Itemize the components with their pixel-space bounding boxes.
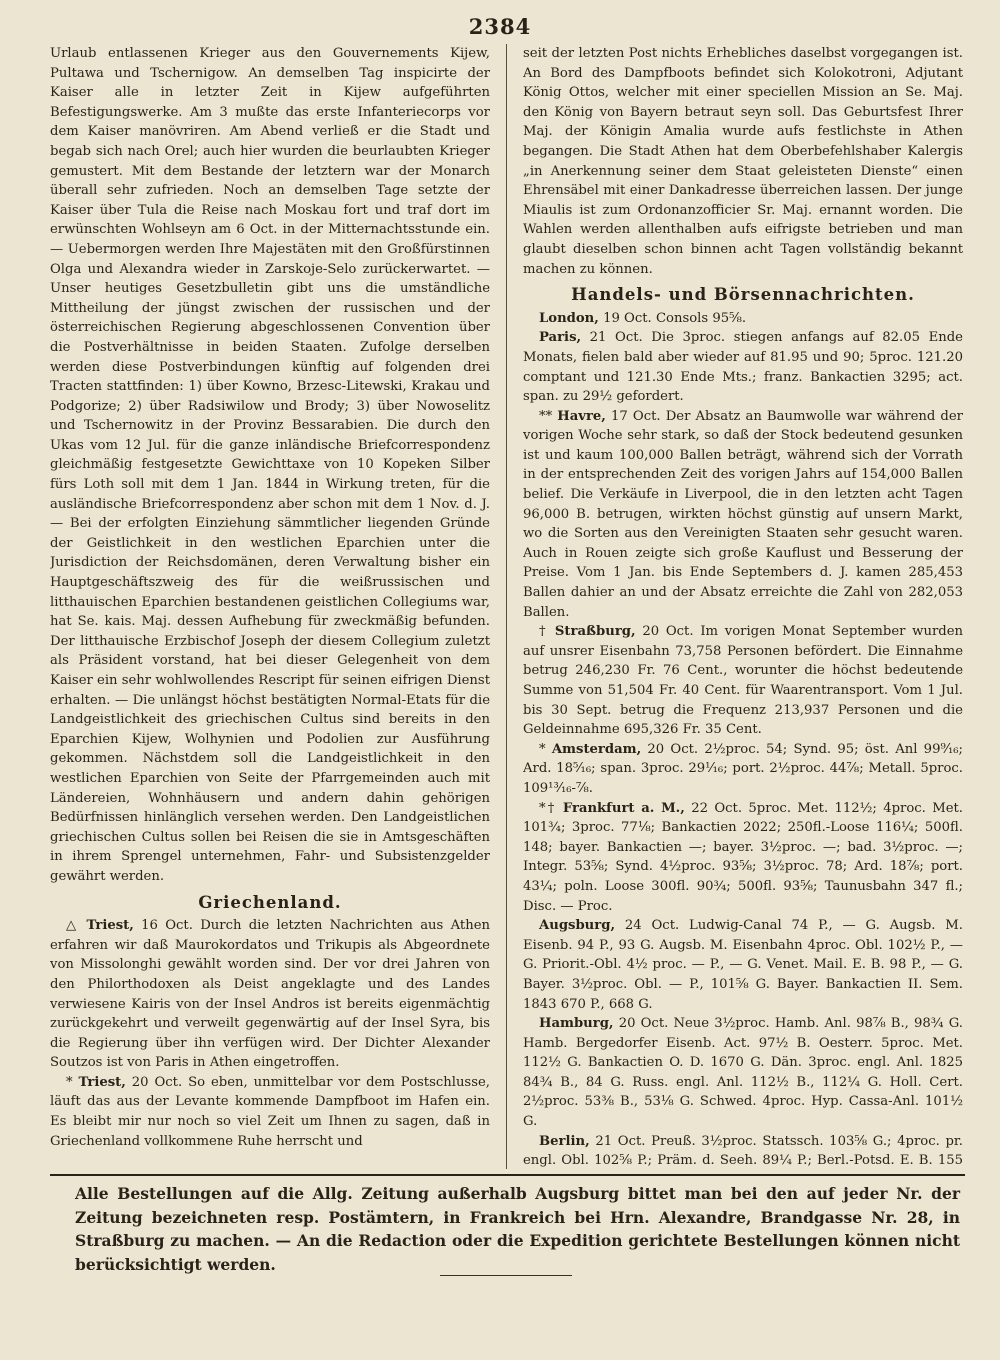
section-title-greece: Griechenland. xyxy=(198,892,342,912)
page-number: 2384 xyxy=(468,14,532,39)
report-mark: ** xyxy=(539,408,553,424)
dateline-place: Havre, xyxy=(557,408,606,424)
market-report-london xyxy=(523,309,963,329)
dateline-date: 21 Oct. xyxy=(595,1133,646,1149)
dateline-date: 20 Oct. xyxy=(647,741,699,757)
report-text: Preuß. 3½proc. Statssch. 103⅝ G.; 4proc. pr. engl. Obl. 102⅝ P.; Präm. d. Seeh. 89¼ P.; Berl.-Potsd. E. B. 155 xyxy=(523,1133,963,1169)
dateline-date: 20 Oct. xyxy=(642,624,694,640)
greece-report-2 xyxy=(50,1073,490,1151)
report-text: Neue 3½proc. Hamb. Anl. 98⅞ B., 98¾ G. Hamb. Bergedorfer Eisenb. Act. 97½ B. Oesterr. 5proc. Met. 112½ G. Bankactien O. D. 1670 G. Dän. 3proc. engl. Anl. 1825 84¾ B., 84 G. Russ. engl. Anl. 112½ B., 112¼ G. Holl. Cert. 2½proc. 53⅜ B., 53⅛ G. Schwed. 4proc. Hyp. Cassa-Anl. 101½ G. xyxy=(523,1016,963,1130)
report-text: Ludwig-Canal 74 P., — G. Augsb. M. Eisenb. 94 P., 93 G. Augsb. M. Eisenbahn 4proc. Obl. 102½ P., — G. Priorit.-Obl. 4½ proc. — P., — G. Venet. Mail. E. B. 98 P., — G. Bayer. 3½proc. Obl. — P., 101⅝ G. Bayer. Bankactien II. Sem. 1843 670 P., 668 G. xyxy=(523,918,963,1012)
section-title-commerce: Handels- und Börsennachrichten. xyxy=(571,285,915,305)
dateline-place: Paris, xyxy=(539,330,582,346)
report-mark: *† xyxy=(539,800,557,816)
subscription-notice: Alle Bestellungen auf die Allg. Zeitung außerhalb Augsburg bittet man bei den auf jeder Nr. der Zeitung bezeichneten resp. Postämtern, in Frankreich bei Hrn. Alexandre, Brandgasse Nr. 28, in Straßburg zu machen. — An die Redaction oder die Expedition gerichtete Bestellungen können nicht berücksichtigt werden. xyxy=(75,1184,960,1274)
closing-rule xyxy=(440,1275,572,1276)
right-column xyxy=(523,44,963,1170)
article-columns xyxy=(50,44,965,1170)
column-divider xyxy=(506,44,507,1169)
dateline-date: 19 Oct. xyxy=(603,310,652,326)
report-mark: * xyxy=(66,1074,73,1090)
greece-report-1 xyxy=(50,916,490,1073)
report-text: Der Absatz an Baumwolle war während der vorigen Woche sehr stark, so daß der Stock bedeutend gesunken ist und kaum 100,000 Ballen beträgt, während sich der Vorrath in der entsprechenden Zeit des vorigen Jahrs auf 154,000 Ballen belief. Die Verkäufe in Liverpool, die in den letzten acht Tagen 96,000 B. betrugen, wirkten höchst günstig auf unsern Markt, wo die Sorten aus den Vereinigten Staaten sehr gesucht waren. Auch in Rouen zeigte sich große Kauflust und Besserung der Preise. Vom 1 Jan. bis Ende Septembers d. J. kamen 285,453 Ballen dahier an und der Absatz erreichte die Zahl von 282,053 Ballen. xyxy=(523,408,963,620)
market-report-augsburg xyxy=(523,916,963,1014)
dateline-place: Augsburg, xyxy=(539,918,616,934)
dateline-place: Frankfurt a. M., xyxy=(562,800,685,816)
report-text: Die 3proc. stiegen anfangs auf 82.05 Ende Monats, fielen bald aber wieder auf 81.95 und 90; 5proc. 121.20 comptant und 121.30 Ende Mts.; franz. Bankactien 3295; act. span. zu 29½ gefordert. xyxy=(523,330,963,405)
greece-continuation-text: seit der letzten Post nichts Erhebliches daselbst vorgegangen ist. An Bord des Dampfboots befindet sich Kolokotroni, Adjutant König Ottos, welcher mit einer speciellen Mission an Se. Maj. den König von Bayern betraut seyn soll. Das Geburtsfest Ihrer Maj. der Königin Amalia wurde aufs festlichste in Athen begangen. Die Stadt Athen hat dem Oberbefehlshaber Kalergis „in Anerkennung seiner dem Staat geleisteten Dienste“ einen Ehrensäbel mit einer Dankadresse überreichen lassen. Der junge Miaulis ist zum Ordonanzofficier Sr. Maj. ernannt worden. Die Wahlen werden allenthalben aufs eifrigste betrieben und man glaubt dieselben schon binnen acht Tagen vollständig bekannt machen zu können. xyxy=(523,46,963,277)
report-text: Consols 95⅝. xyxy=(655,310,747,326)
dateline-place: Triest, xyxy=(78,1074,126,1090)
left-column xyxy=(50,44,490,1170)
report-text: 2½proc. 54; Synd. 95; öst. Anl 99⁹⁄₁₆; Ard. 18⁵⁄₁₆; span. 3proc. 29¹⁄₁₆; port. 2½proc. 44⅞; Metall. 5proc. 109¹³⁄₁₆-⅞. xyxy=(523,741,963,796)
dateline-place: Straßburg, xyxy=(554,624,636,640)
report-text: 5proc. Met. 112½; 4proc. Met. 101¾; 3proc. 77⅛; Bankactien 2022; 250fl.-Loose 116¼; 500fl. 148; bayer. Bankactien —; bayer. 3½proc. —; bad. 3½proc. —; Integr. 53⅝; Synd. 4½proc. 93⅝; 3½proc. 78; Ard. 18⅞; port. 43¼; poln. Loose 300fl. 90¾; 500fl. 93⅝; Taunusbahn 347 fl.; Disc. — Proc. xyxy=(523,800,963,914)
dateline-place: London, xyxy=(539,310,599,326)
market-report-hamburg xyxy=(523,1014,963,1132)
russia-report-text: Urlaub entlassenen Krieger aus den Gouvernements Kijew, Pultawa und Tschernigow. An demselben Tag inspicirte der Kaiser alle in letzter Zeit in Kijew aufgeführten Befestigungswerke. Am 3 mußte das erste Infanteriecorps vor dem Kaiser manövriren. Am Abend verließ er die Stadt und begab sich nach Orel; auch hier wurden die beurlaubten Krieger gemustert. Mit dem Bestande der letztern war der Monarch überall sehr zufrieden. Noch an demselben Tage setzte der Kaiser über Tula die Reise nach Moskau fort und traf dort im erwünschten Wohlseyn am 6 Oct. in der Mitternachtsstunde ein. — Uebermorgen werden Ihre Majestäten mit den Großfürstinnen Olga und Alexandra wieder in Zarskoje-Selo zurückerwartet. — Unser heutiges Gesetzbulletin gibt uns die umständliche Mittheilung der jüngst zwischen der russischen und der österreichischen Regierung abgeschlossenen Convention über die Postverhältnisse in beiden Staaten. Zufolge derselben werden diese Postverbindungen künftig auf folgenden drei Tracten stattfinden: 1) über Kowno, Brzesc-Litewski, Krakau und Podgorize; 2) über Radsiwilow und Brody; 3) über Nowoselitz und Tschernowitz in der Provinz Bessarabien. Die durch den Ukas vom 12 Jul. für die ganze inländische Briefcorrespondenz gleichmäßig festgesetzte Gewichttaxe von 10 Kopeken Silber fürs Loth soll mit dem 1 Jan. 1844 in Wirkung treten, für die ausländische Briefcorrespondenz aber schon mit dem 1 Nov. d. J. — Bei der erfolgten Einziehung sämmtlicher liegenden Gründe der Geistlichkeit in den westlichen Eparchien unter die Jurisdiction der Reichsdomänen, deren Verwaltung bisher ein Hauptgeschäftszweig des für die weißrussischen und litthauischen Eparchien bestandenen geistlichen Collegiums war, hat Se. kais. Maj. dessen Aufhebung für zweckmäßig befunden. Der litthauische Erzbischof Joseph der diesem Collegium zuletzt als Präsident vorstand, hat bei dieser Gelegenheit von dem Kaiser ein sehr wohlwollendes Rescript für seinen eifrigen Dienst erhalten. — Die unlängst höchst bestätigten Normal-Etats für die Landgeistlichkeit des griechischen Cultus sind bereits in den Eparchien Kijew, Wolhynien und Podolien zur Ausführung gekommen. Nächstdem soll die Landgeistlichkeit in den westlichen Eparchien von Seite der Pfarrgemeinden auch mit Ländereien, Wohnhäusern und andern dahin gehörigen Bedürfnissen hinlänglich versehen werden. Den Landgeistlichen griechischen Cultus sollen bei Reisen die sie in Amtsgeschäften in ihrem Sprengel unternehmen, Fahr- und Subsistenzgelder gewährt werden. xyxy=(50,46,490,884)
report-text: Im vorigen Monat September wurden auf unsrer Eisenbahn 73,758 Personen befördert. Die Einnahme betrug 246,230 Fr. 76 Cent., worunter die höchst bedeutende Summe von 51,504 Fr. 40 Cent. für Waarentransport. Vom 1 Jul. bis 30 Sept. betrug die Frequenz 213,937 Personen und die Geldeinnahme 695,326 Fr. 35 Cent. xyxy=(523,624,963,738)
report-mark: † xyxy=(539,624,549,640)
report-mark: * xyxy=(539,741,546,757)
footer-rule xyxy=(50,1174,965,1176)
report-mark: △ xyxy=(66,918,80,934)
dateline-date: 20 Oct. xyxy=(618,1016,669,1032)
dateline-place: Triest, xyxy=(86,918,134,934)
dateline-place: Hamburg, xyxy=(539,1016,614,1032)
report-text: Durch die letzten Nachrichten aus Athen erfahren wir daß Maurokordatos und Trikupis als Abgeordnete von Missolonghi gewählt worden sind. Der vor drei Jahren von den Philorthodoxen als Deist angeklagte und des Landes verwiesene Kairis von der Insel Andros ist bereits eigenmächtig zurückgekehrt und verweilt gegenwärtig auf der Insel Syra, bis die Regierung über ihn verfügen wird. Der Dichter Alexander Soutzos ist von Paris in Athen eingetroffen. xyxy=(50,918,490,1071)
market-report-frankfurt xyxy=(523,799,963,917)
dateline-place: Amsterdam, xyxy=(551,741,642,757)
dateline-place: Berlin, xyxy=(539,1133,590,1149)
dateline-date: 22 Oct. xyxy=(691,800,743,816)
market-report-amsterdam xyxy=(523,740,963,799)
market-report-berlin xyxy=(523,1132,963,1170)
dateline-date: 21 Oct. xyxy=(589,330,643,346)
market-report-havre xyxy=(523,407,963,623)
market-report-strassburg xyxy=(523,622,963,740)
market-report-paris xyxy=(523,328,963,406)
report-text: So eben, unmittelbar vor dem Postschlusse, läuft das aus der Levante kommende Dampfboot im Hafen ein. Es bleibt mir nur noch so viel Zeit um Ihnen zu sagen, daß in Griechenland vollkommene Ruhe herrscht und xyxy=(50,1074,490,1149)
dateline-date: 20 Oct. xyxy=(131,1074,183,1090)
dateline-date: 16 Oct. xyxy=(141,918,193,934)
dateline-date: 17 Oct. xyxy=(611,408,661,424)
dateline-date: 24 Oct. xyxy=(624,918,680,934)
